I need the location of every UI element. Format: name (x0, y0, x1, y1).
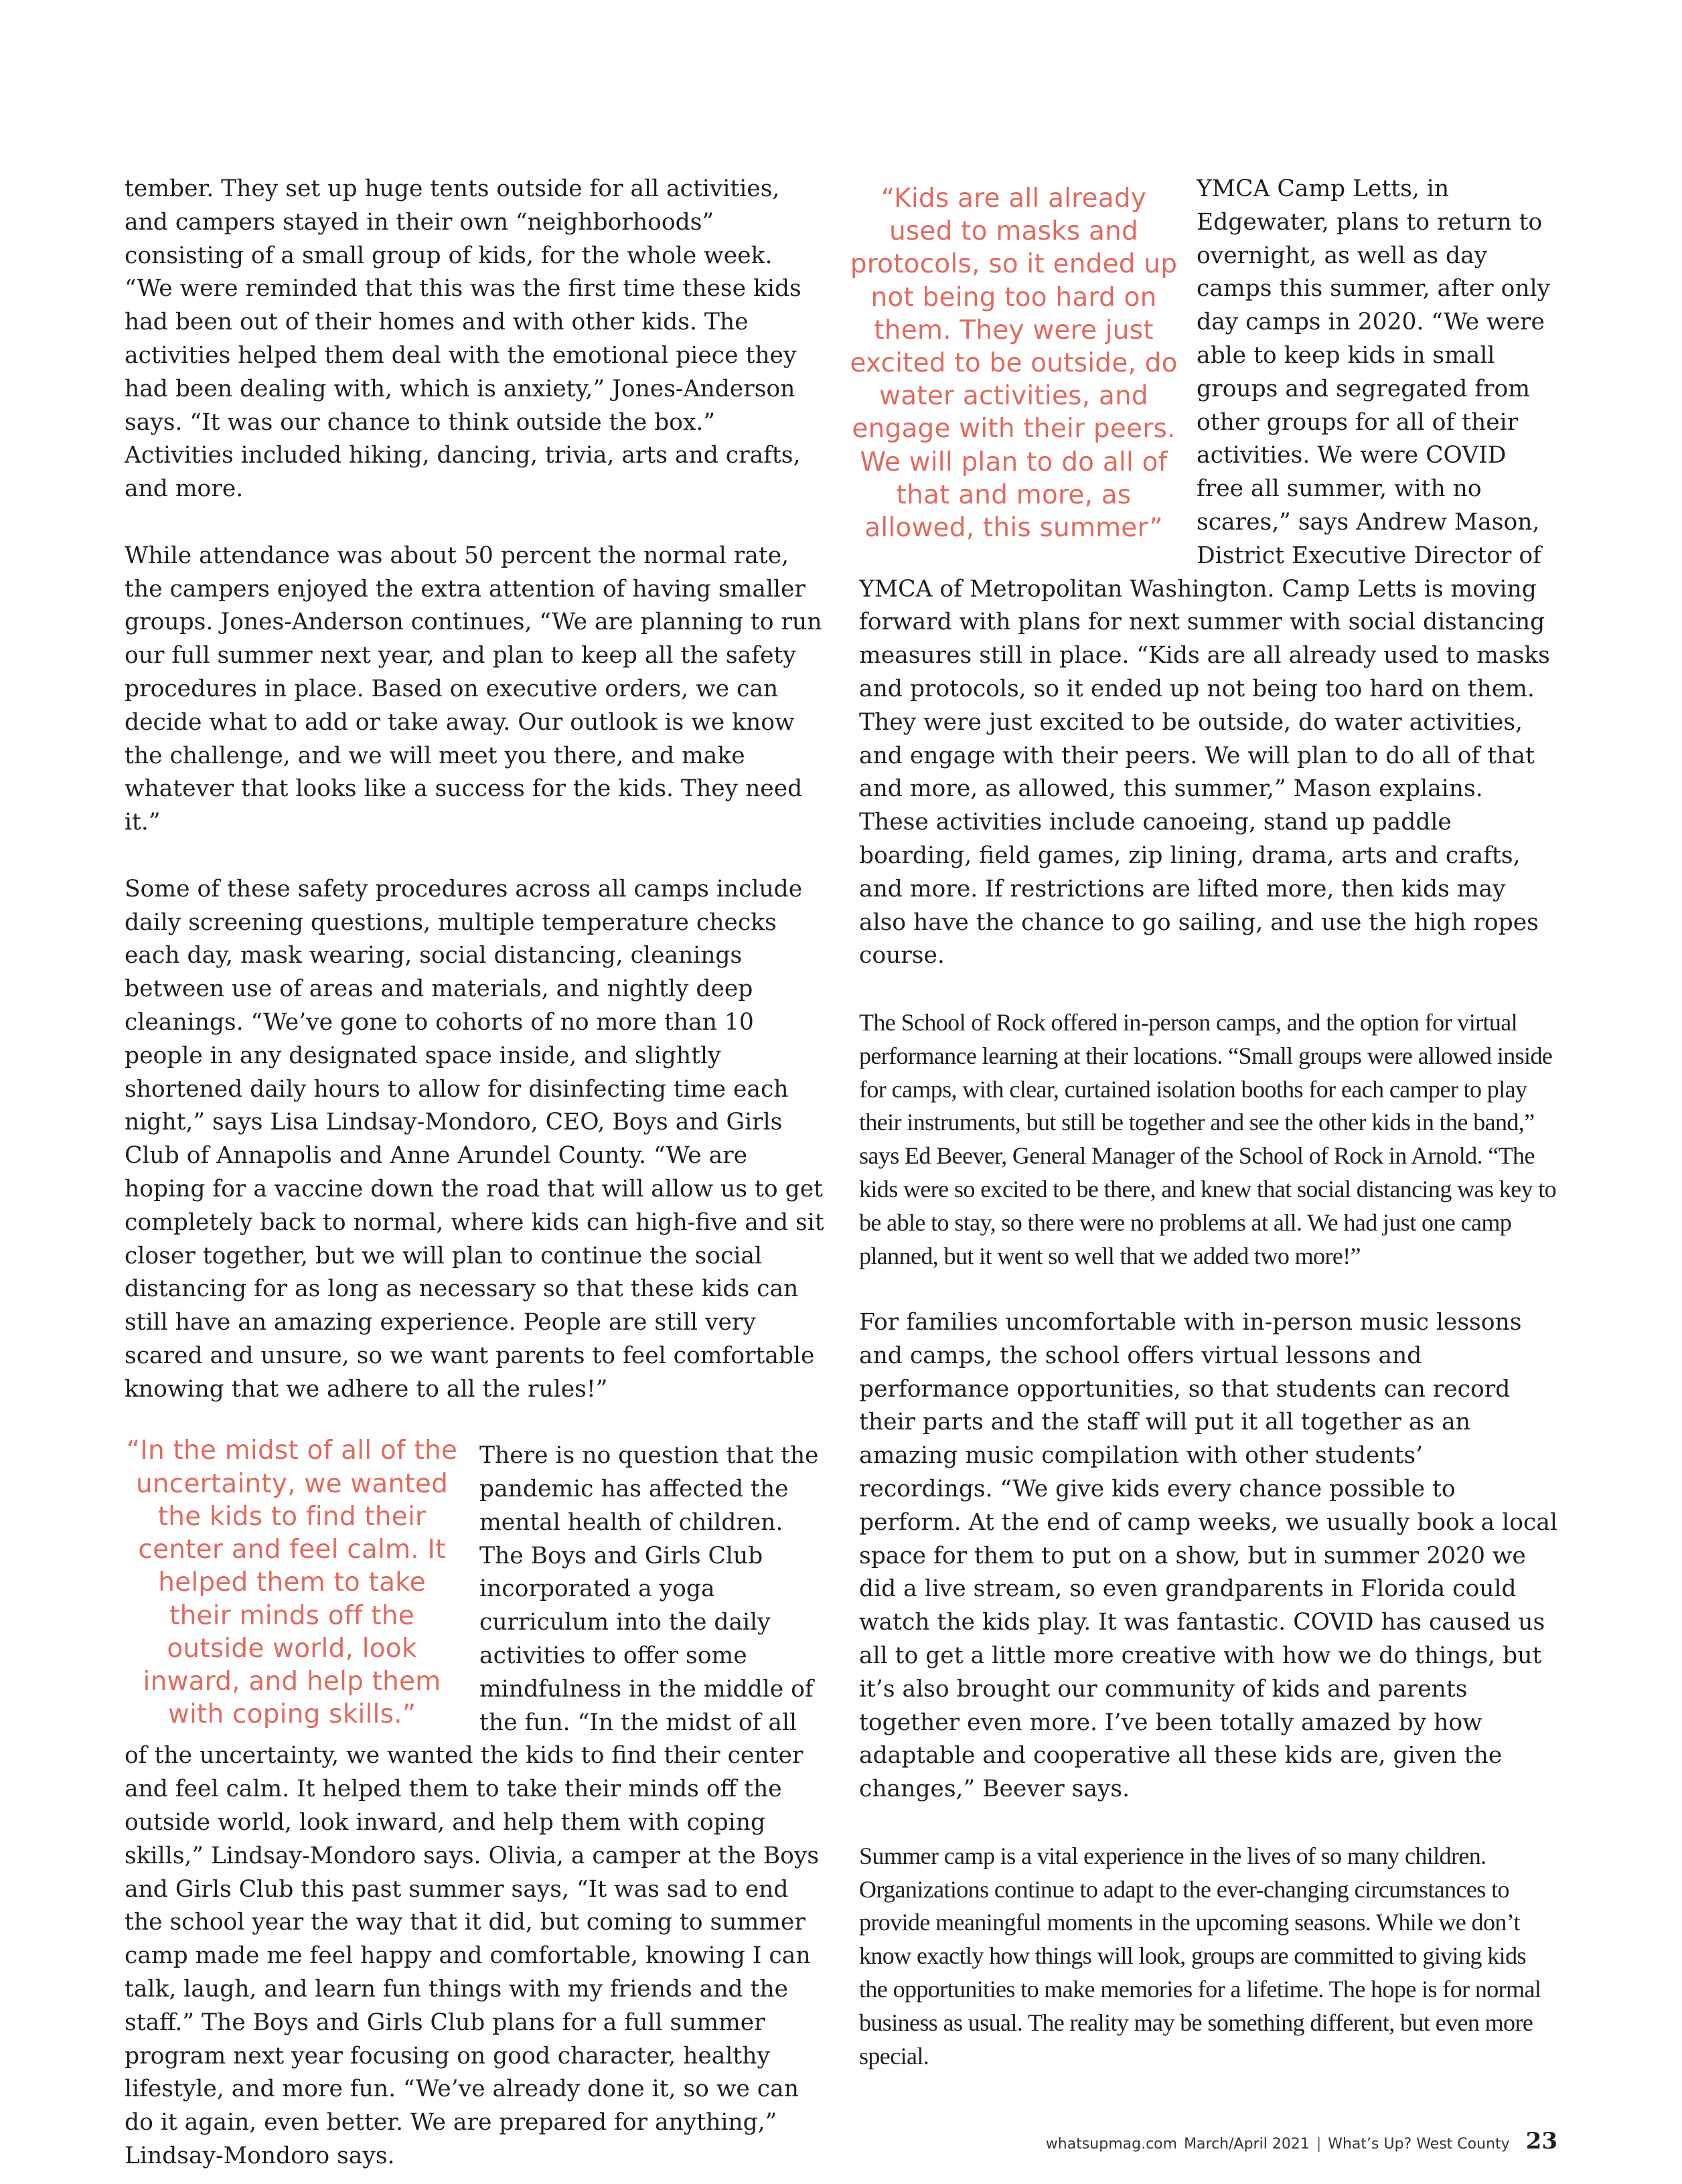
left-paragraph-2: While attendance was about 50 percent the normal rate, the campers enjoyed the extra attention of having smaller groups. Jones-Anderson continues, “We are planning to run our full summer next year, and plan to keep all the safety procedures in place. Based on executive orders, we can decide what to add or take away. Our outlook is we know the challenge, and we will meet you there, and make whatever that looks like a success for the kids. They need it.” (125, 542, 822, 836)
footer-publication: What’s Up? West County (1328, 2136, 1510, 2153)
left-column (125, 173, 824, 2173)
right-paragraph-3: For families uncomfortable with in-person music lessons and camps, the school offers virtual lessons and performance opportunities, so that students can record their parts and the staff will put it all together as an amazing music compilation with other students’ recordings. “We give kids every chance possible to perform. At the end of camp weeks, we usually book a local space for them to put on a show, but in summer 2020 we did a live stream, so even grandparents in Florida could watch the kids play. It was fantastic. COVID has caused us all to get a little more creative with how we do things, but it’s also brought our community of kids and parents together even more. I’ve been totally amazed by how adaptable and cooperative all these kids are, given the changes,” Beever says. (859, 1309, 1557, 1803)
left-paragraph-4: There is no question that the pandemic has affected the mental health of children. The Boys and Girls Club incorporated a yoga curriculum into the daily activities to offer some mindfulness in the middle of the fun. “In the midst of all of the uncertainty, we wanted the kids to find their center and feel calm. It helped them to take their minds off the outside world, look inward, and help them with coping skills,” Lindsay-Mondoro says. Olivia, a camper at the Boys and Girls Club this past summer says, “It was sad to end the school year the way that it did, but coming to summer camp made me feel happy and comfortable, knowing I can talk, laugh, and learn fun things with my friends and the staff.” The Boys and Girls Club plans for a full summer program next year focusing on good character, healthy lifestyle, and more fun. “We’ve already done it, so we can do it again, even better. We are prepared for anything,” Lindsay-Mondoro says. (125, 1442, 820, 2170)
page-number: 23 (1525, 2128, 1557, 2155)
right-paragraph-4: Summer camp is a vital experience in the lives of so many children. Organizations continue to adapt to the ever-changing circumstances to provide meaningful moments in the upcoming seasons. While we don’t know exactly how things will look, groups are committed to giving kids the opportunities to make memories for a lifetime. The hope is for normal business as usual. The reality may be something different, but even more special. (859, 1842, 1541, 2070)
right-paragraph-2: The School of Rock offered in-person camps, and the option for virtual performance learning at their locations. “Small groups were allowed inside for camps, with clear, curtained isolation booths for each camper to play their instruments, but still be together and see the other kids in the band,” says Ed Beever, General Manager of the School of Rock in Arnold. “The kids were so excited to be there, and knew that social distancing was key to be able to stay, so there were no problems at all. We had just one camp planned, but it went so well that we added two more!” (859, 1008, 1557, 1269)
footer-issue: March/April 2021 (1184, 2136, 1310, 2153)
right-paragraph-1: YMCA Camp Letts, in Edgewater, plans to return to overnight, as well as day camps this summer, after only day camps in 2020. “We were able to keep kids in small groups and segregated from other groups for all of their activities. We were COVID free all summer, with no scares,” says Andrew Mason, District Executive Director of YMCA of Metropolitan Washington. Camp Letts is moving forward with plans for next summer with social distancing measures still in place. “Kids are all already used to masks and protocols, so it ended up not being too hard on them. They were just excited to be outside, do water activities, and engage with their peers. We will plan to do all of that and more, as allowed, this summer,” Mason explains. These activities include canoeing, stand up paddle boarding, field games, zip lining, drama, arts and crafts, and more. If restrictions are lifted more, then kids may also have the chance to go sailing, and use the high ropes course. (859, 175, 1551, 969)
footer-separator: | (1316, 2136, 1322, 2153)
page-footer (1046, 2128, 1557, 2155)
left-paragraph-1: tember. They set up huge tents outside for all activities, and campers stayed in their own “neighborhoods” consisting of a small group of kids, for the whole week. “We were reminded that this was the first time these kids had been out of their homes and with other kids. The activities helped them deal with the emotional piece they had been dealing with, which is anxiety,” Jones-Anderson says. “It was our chance to think outside the box.” Activities included hiking, dancing, trivia, arts and crafts, and more. (125, 175, 801, 503)
pull-quote-right: “Kids are all already used to masks and protocols, so it ended up not being too hard on them. They were just excited to be outside, do water activities, and engage with their peers. We will plan to do all of that and more, as allowed, this summer” (850, 183, 1178, 544)
right-column (850, 173, 1559, 2073)
pull-quote-left: “In the midst of all of the uncertainty, we wanted the kids to find their center and feel calm. It helped them to take their minds off the outside world, look inward, and help them with coping skills.” (126, 1435, 458, 1730)
left-paragraph-3: Some of these safety procedures across all camps include daily screening questions, multiple temperature checks each day, mask wearing, social distancing, cleanings between use of areas and materials, and nightly deep cleanings. “We’ve gone to cohorts of no more than 10 people in any designated space inside, and slightly shortened daily hours to allow for disinfecting time each night,” says Lisa Lindsay-Mondoro, CEO, Boys and Girls Club of Annapolis and Anne Arundel County. “We are hoping for a vaccine down the road that will allow us to get completely back to normal, where kids can high-five and sit closer together, but we will plan to continue the social distancing for as long as necessary so that these kids can still have an amazing experience. People are still very scared and unsure, so we want parents to feel comfortable knowing that we adhere to all the rules!” (125, 875, 824, 1403)
footer-site: whatsupmag.com (1045, 2136, 1178, 2153)
